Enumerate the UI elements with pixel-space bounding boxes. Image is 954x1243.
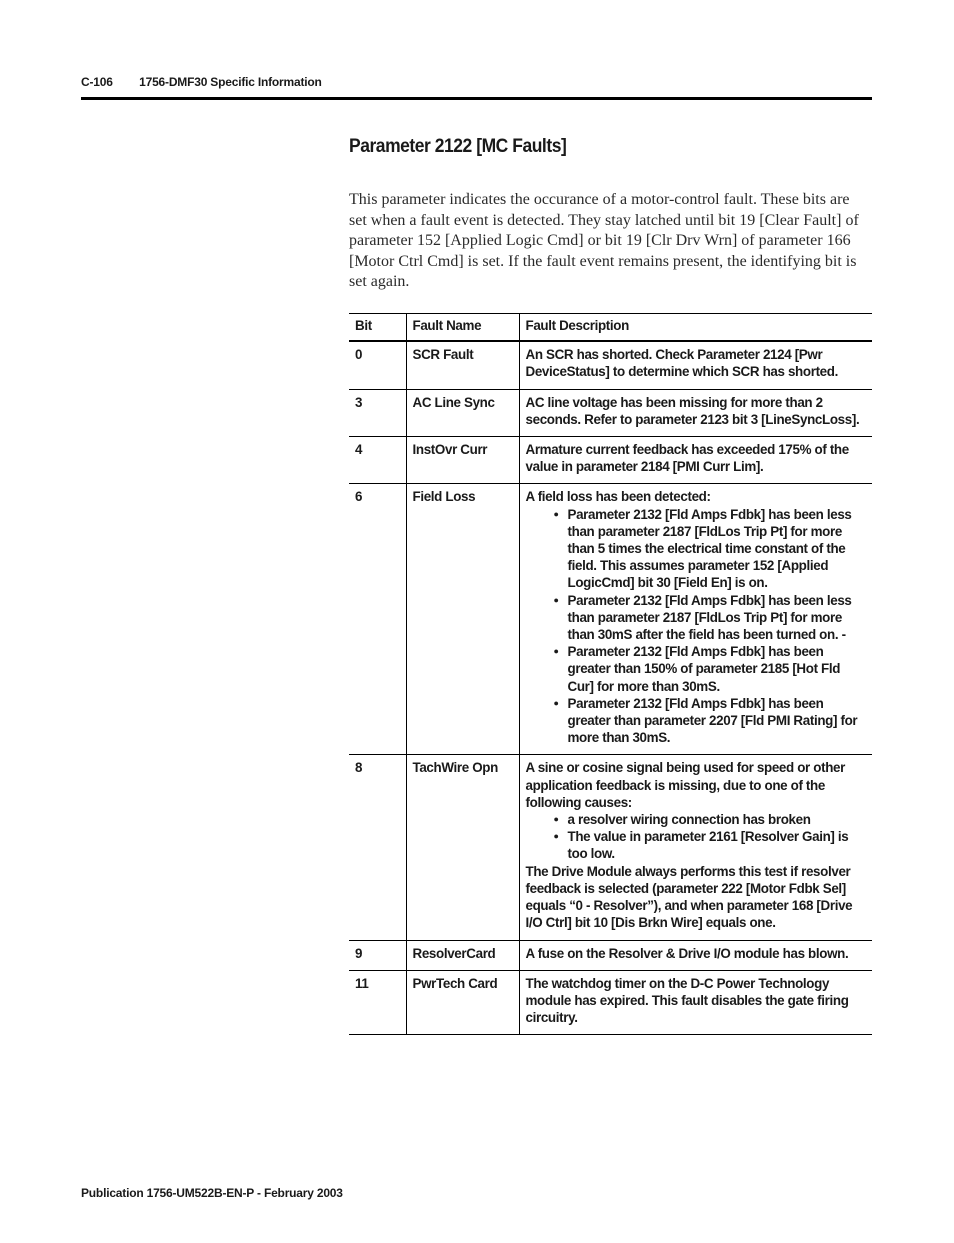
fault-description — [519, 437, 872, 484]
description-text: A sine or cosine signal being used for speed or other application feedback is missing, due to one of the following causes: — [525, 760, 846, 810]
table-row — [349, 437, 872, 484]
fault-bit: 8 — [349, 755, 406, 940]
header-bit: Bit — [349, 314, 406, 342]
page-number: C-106 — [81, 75, 113, 89]
header-rule — [81, 97, 872, 100]
table-row — [349, 389, 872, 436]
table-header-row — [349, 314, 872, 342]
fault-description — [519, 755, 872, 940]
fault-bit: 11 — [349, 970, 406, 1035]
description-text: An SCR has shorted. Check Parameter 2124 [Pwr DeviceStatus] to determine which SCR has shorted. — [525, 347, 838, 380]
description-text: AC line voltage has been missing for more than 2 seconds. Refer to parameter 2123 bit 3 [LineSyncLoss]. — [525, 394, 860, 427]
fault-name: ResolverCard — [406, 940, 519, 970]
table-row — [349, 970, 872, 1035]
fault-description — [519, 940, 872, 970]
publication-footer: Publication 1756-UM522B-EN-P - February 2003 — [81, 1186, 343, 1200]
fault-bit: 6 — [349, 484, 406, 755]
intro-paragraph: This parameter indicates the occurance of a motor-control fault. These bits are set when a fault event is detected. They stay latched until bit 19 [Clear Fault] of parameter 152 [Applied Logic Cmd] or bit 19 [Clr Drv Wrn] of parameter 166 [Motor Ctrl Cmd] is set. If the fault event remains present, the identifying bit is set again. — [349, 191, 859, 290]
fault-name: InstOvr Curr — [406, 437, 519, 484]
fault-name: PwrTech Card — [406, 970, 519, 1035]
fault-bit: 4 — [349, 437, 406, 484]
header-fault-description: Fault Description — [519, 314, 872, 342]
parameter-title: Parameter 2122 [MC Faults] — [349, 136, 567, 157]
description-text: The watchdog timer on the D-C Power Technology module has expired. This fault disables the gate firing circuitry. — [525, 975, 849, 1026]
fault-name: AC Line Sync — [406, 389, 519, 436]
fault-description — [519, 484, 872, 755]
header-fault-name: Fault Name — [406, 314, 519, 342]
description-note: The Drive Module always performs this test if resolver feedback is selected (parameter 222 [Motor Fdbk Sel] equals “0 - Resolver”), and when parameter 168 [Drive I/O Ctrl] bit 10 [Dis Brkn Wire] equals one. — [525, 863, 853, 931]
running-header — [81, 75, 322, 89]
table-row — [349, 940, 872, 970]
cause-item: ● Parameter 2132 [Fld Amps Fdbk] has been greater than parameter 2207 [Fld PMI Rating] for more than 30mS. — [568, 695, 867, 747]
fault-name: SCR Fault — [406, 341, 519, 389]
fault-description — [519, 389, 872, 436]
cause-item: ● Parameter 2132 [Fld Amps Fdbk] has been less than parameter 2187 [FldLos Trip Pt] for more than 30mS after the field has been turned on. - — [568, 592, 867, 644]
fault-bit: 0 — [349, 341, 406, 389]
section-title: 1756-DMF30 Specific Information — [139, 75, 322, 89]
fault-bit: 3 — [349, 389, 406, 436]
cause-item: ● Parameter 2132 [Fld Amps Fdbk] has been greater than 150% of parameter 2185 [Hot Fld Cur] for more than 30mS. — [568, 643, 867, 695]
fault-table — [349, 313, 872, 1035]
description-text: A field loss has been detected: — [525, 489, 711, 505]
table-row — [349, 755, 872, 940]
fault-description — [519, 341, 872, 389]
cause-item: ● Parameter 2132 [Fld Amps Fdbk] has been less than parameter 2187 [FldLos Trip Pt] for more than 5 times the electrical time constant of the field. This assumes parameter 152 [Applied LogicCmd] bit 30 [Field En] is on. — [568, 506, 867, 592]
fault-bit: 9 — [349, 940, 406, 970]
table-body — [349, 341, 872, 1035]
cause-list — [526, 811, 867, 863]
table-row — [349, 484, 872, 755]
cause-item: ● The value in parameter 2161 [Resolver Gain] is too low. — [568, 828, 867, 862]
fault-name: TachWire Opn — [406, 755, 519, 940]
description-text: A fuse on the Resolver & Drive I/O module has blown. — [525, 945, 849, 961]
description-text: Armature current feedback has exceeded 175% of the value in parameter 2184 [PMI Curr Lim]. — [525, 442, 849, 475]
cause-list — [526, 506, 867, 747]
table-row — [349, 341, 872, 389]
cause-item: ● a resolver wiring connection has broken — [568, 811, 867, 828]
fault-name: Field Loss — [406, 484, 519, 755]
fault-description — [519, 970, 872, 1035]
